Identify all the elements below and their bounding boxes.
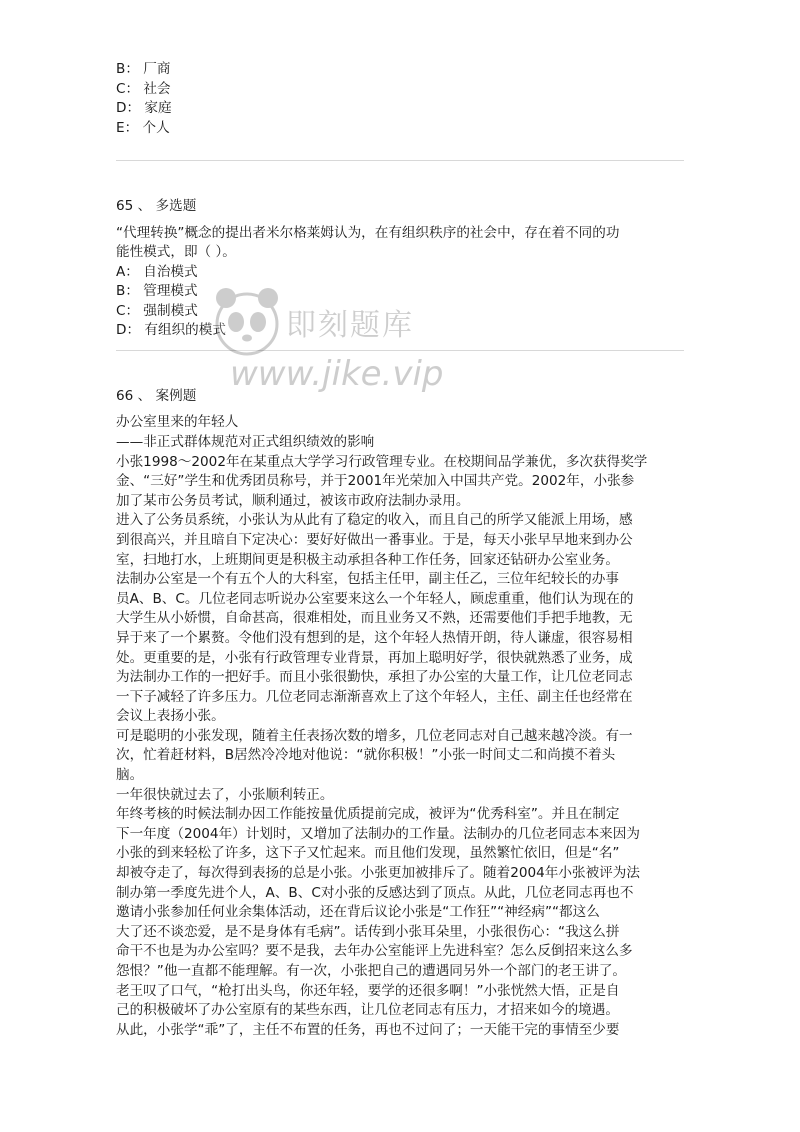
separator — [116, 350, 684, 351]
case-body-line: 到很高兴，并且暗自下定决心：要好好做出一番事业。于是，每天小张早早地来到办公 — [116, 531, 633, 548]
case-body-line: 异于来了一个累赘。令他们没有想到的是，这个年轻人热情开朗，待人谦虚，很容易相 — [116, 629, 633, 646]
q65-option-d[interactable]: D： 有组织的模式 — [116, 322, 226, 339]
case-body-line: 加了某市公务员考试，顺利通过，被该市政府法制办录用。 — [116, 492, 470, 509]
case-body-line: 会议上表扬小张。 — [116, 708, 225, 725]
case-body-line: 大学生从小娇惯，自命甚高，很难相处，而且业务又不熟，还需要他们手把手地教，无 — [116, 610, 633, 627]
question-66 — [116, 387, 684, 1041]
q64-option-c[interactable]: C： 社会 — [116, 80, 171, 97]
q65-option-c[interactable]: C： 强制模式 — [116, 302, 198, 319]
case-body-line: 室，扫地打水，上班期间更是积极主动承担各种工作任务，回家还钻研办公室业务。 — [116, 551, 619, 568]
case-body-line: 怨恨？”他一直都不能理解。有一次，小张把自己的遭遇同另外一个部门的老王讲了。 — [116, 963, 627, 979]
separator — [116, 160, 684, 161]
case-body-line: 年终考核的时候法制办因工作能按量优质提前完成，被评为“优秀科室”。并且在制定 — [116, 806, 620, 823]
q65-stem-line: 能性模式，即（ ）。 — [116, 244, 236, 261]
case-body-line: 脑。 — [116, 767, 144, 784]
q65-option-b[interactable]: B： 管理模式 — [116, 283, 198, 300]
case-body-line: 一下子减轻了许多压力。几位老同志渐渐喜欢上了这个年轻人，主任、副主任也经常在 — [116, 688, 633, 705]
case-body-line: 制办第一季度先进个人，A、B、C对小张的反感达到了顶点。从此，几位老同志再也不 — [116, 884, 634, 901]
watermark-brand: 即刻题库 — [286, 308, 414, 343]
question-65 — [116, 197, 684, 341]
case-body-line: 法制办公室是一个有五个人的大科室，包括主任甲，副主任乙，三位年纪较长的办事 — [116, 571, 619, 588]
q65-stem-line: “代理转换”概念的提出者米尔格莱姆认为，在有组织秩序的社会中，存在着不同的功 — [116, 224, 620, 241]
case-body-line: 一年很快就过去了，小张顺利转正。 — [116, 786, 334, 803]
q66-header: 66 、 案例题 — [116, 387, 197, 404]
case-body-line: 邀请小张参加任何业余集体活动，还在背后议论小张是“工作狂”“神经病”“都这么 — [116, 904, 600, 921]
q65-header: 65 、 多选题 — [116, 198, 197, 214]
case-body-line: 小张的到来轻松了许多，这下子又忙起来。而且他们发现，虽然繁忙依旧，但是“名” — [116, 845, 620, 862]
case-body — [116, 453, 684, 1041]
case-body-line: 下一年度（2004年）计划时，又增加了法制办的工作量。法制办的几位老同志本来因为 — [116, 825, 640, 842]
case-body-line: 大了还不谈恋爱，是不是身体有毛病”。话传到小张耳朵里，小张很伤心：“我这么拼 — [116, 923, 620, 940]
case-body-line: 员A、B、C。几位老同志听说办公室要来这么一个年轻人，顾虑重重，他们认为现在的 — [116, 590, 634, 607]
case-body-line: 却被夺走了，每次得到表扬的总是小张。小张更加被排斥了。随着2004年小张被评为法 — [116, 865, 640, 882]
q64-options — [116, 60, 684, 138]
document-page — [116, 60, 684, 1040]
case-body-line: 老王叹了口气，“枪打出头鸟，你还年轻，要学的还很多啊！”小张恍然大悟，正是自 — [116, 982, 620, 999]
case-body-line: 可是聪明的小张发现，随着主任表扬次数的增多，几位老同志对自己越来越冷淡。有一 — [116, 727, 633, 744]
case-body-line: 小张1998～2002年在某重点大学学习行政管理专业。在校期间品学兼优，多次获得奖学 — [116, 453, 648, 470]
case-body-line: 次，忙着赶材料，B居然冷冷地对他说：“就你积极！”小张一时间丈二和尚摸不着头 — [116, 747, 616, 764]
q64-option-b[interactable]: B： 厂商 — [116, 61, 171, 77]
case-body-line: 进入了公务员系统，小张认为从此有了稳定的收入，而且自己的所学又能派上用场，感 — [116, 512, 633, 529]
case-body-line: 为法制办工作的一把好手。而且小张很勤快，承担了办公室的大量工作，让几位老同志 — [116, 669, 633, 686]
case-title: 办公室里来的年轻人 — [116, 414, 239, 431]
case-body-line: 己的积极破坏了办公室原有的某些东西，让几位老同志有压力，才招来如今的境遇。 — [116, 1002, 619, 1019]
q65-option-a[interactable]: A： 自治模式 — [116, 263, 198, 280]
case-body-line: 金、“三好”学生和优秀团员称号，并于2001年光荣加入中国共产党。2002年，小张参 — [116, 473, 635, 490]
case-subtitle: ——非正式群体规范对正式组织绩效的影响 — [116, 433, 375, 450]
case-body-line: 命干不也是为办公室吗？要不是我，去年办公室能评上先进科室？怎么反倒招来这么多 — [116, 943, 633, 960]
q64-option-e[interactable]: E： 个人 — [116, 119, 170, 136]
q64-option-d[interactable]: D： 家庭 — [116, 100, 172, 116]
case-body-line: 处。更重要的是，小张有行政管理专业背景，再加上聪明好学，很快就熟悉了业务，成 — [116, 649, 633, 666]
watermark-url: www.jike.vip — [230, 354, 444, 394]
case-body-line: 从此，小张学“乖”了，主任不布置的任务，再也不过问了；一天能干完的事情至少要 — [116, 1021, 620, 1038]
